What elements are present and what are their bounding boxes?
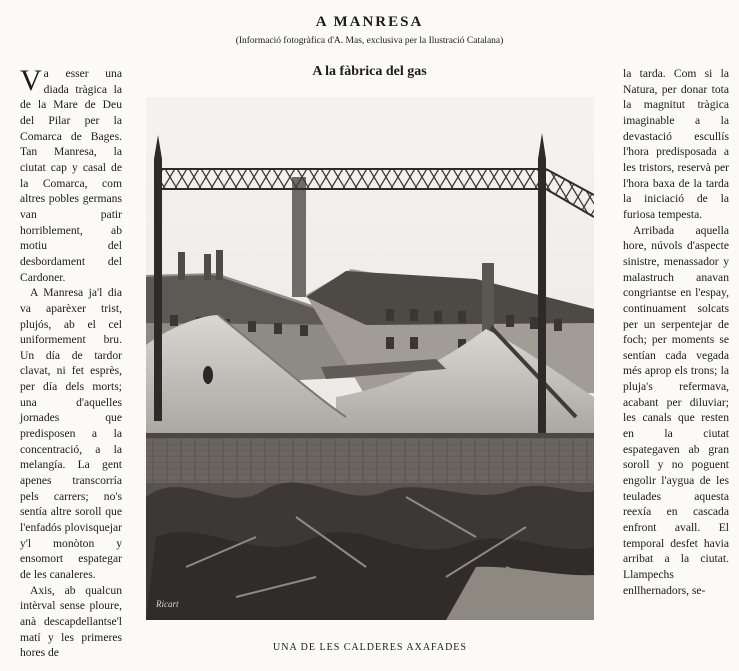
paragraph: Axis, ab qualcun intèrval sense ploure, anà descapdellantse'l matí y les primeres hores de	[20, 583, 122, 660]
page-title: A MANRESA	[315, 14, 424, 30]
photo-credit-subtitle: (Informació fotogràfica d'A. Mas, exclusiva per la Ilustració Catalana)	[235, 36, 504, 46]
chimney	[482, 263, 494, 333]
debris-foreground	[146, 482, 594, 620]
paragraph: A Manresa ja'l dia va aparèxer trist, plujós, ab el cel uniformement bru. Un día de tardor clavat, ni fet esprès, per día dels morts; una d'aquelles jornades que predisposen a la concentració, a la melangía. La gent apenes transcorría pels carrers; no's sentía altre soroll que l'enfadós plovisquejar y'l monòton y ensomort espategar de les canaleres.	[20, 286, 122, 581]
paragraph-text: a esser una diada tràgica la de la Mare de Deu del Pilar per la Comarca de Bages. Tan Manresa, la ciutat cap y casal de la Comarca, com altres pobles germans van patir horriblement, ab motiu del desbordament del Cardoner.	[20, 67, 122, 284]
photo-caption: UNA DE LES CALDERES AXAFADES	[273, 642, 467, 653]
chimney	[292, 177, 306, 297]
gasworks-photo	[146, 97, 594, 620]
left-text-column	[20, 66, 122, 661]
article-heading: A la fàbrica del gas	[312, 64, 427, 79]
paragraph: la tarda. Com si la Natura, per donar tota la magnitut tràgica imaginable a la devastació escullís l'hora predisposada a les tristors, reservà per l'hora baxa de la tarda la iniciació de la furiosa tempesta.	[623, 67, 729, 221]
drop-cap: V	[20, 64, 42, 97]
photographer-signature: Ricart	[156, 599, 179, 609]
paragraph	[20, 66, 122, 285]
right-text-column	[623, 66, 729, 598]
brick-wall	[146, 437, 594, 485]
paragraph: Arribada aquella hore, núvols d'aspecte sinistre, menassador y malastruch anavan congriantse en l'espay, continuament solcats per un serpentejar de foch; per moments se sentían cada vegada més aprop els trons; la pluja's refermava, acabant per diluviar; les canals que resten en la ciutat espategaven ab gran soroll y no poguent engolir l'aygua de les teulades aquesta reexía en cascada enfront avall. El temporal desfet havia arribat a la ciutat. Llampechs enllhernadors, se-	[623, 223, 729, 597]
